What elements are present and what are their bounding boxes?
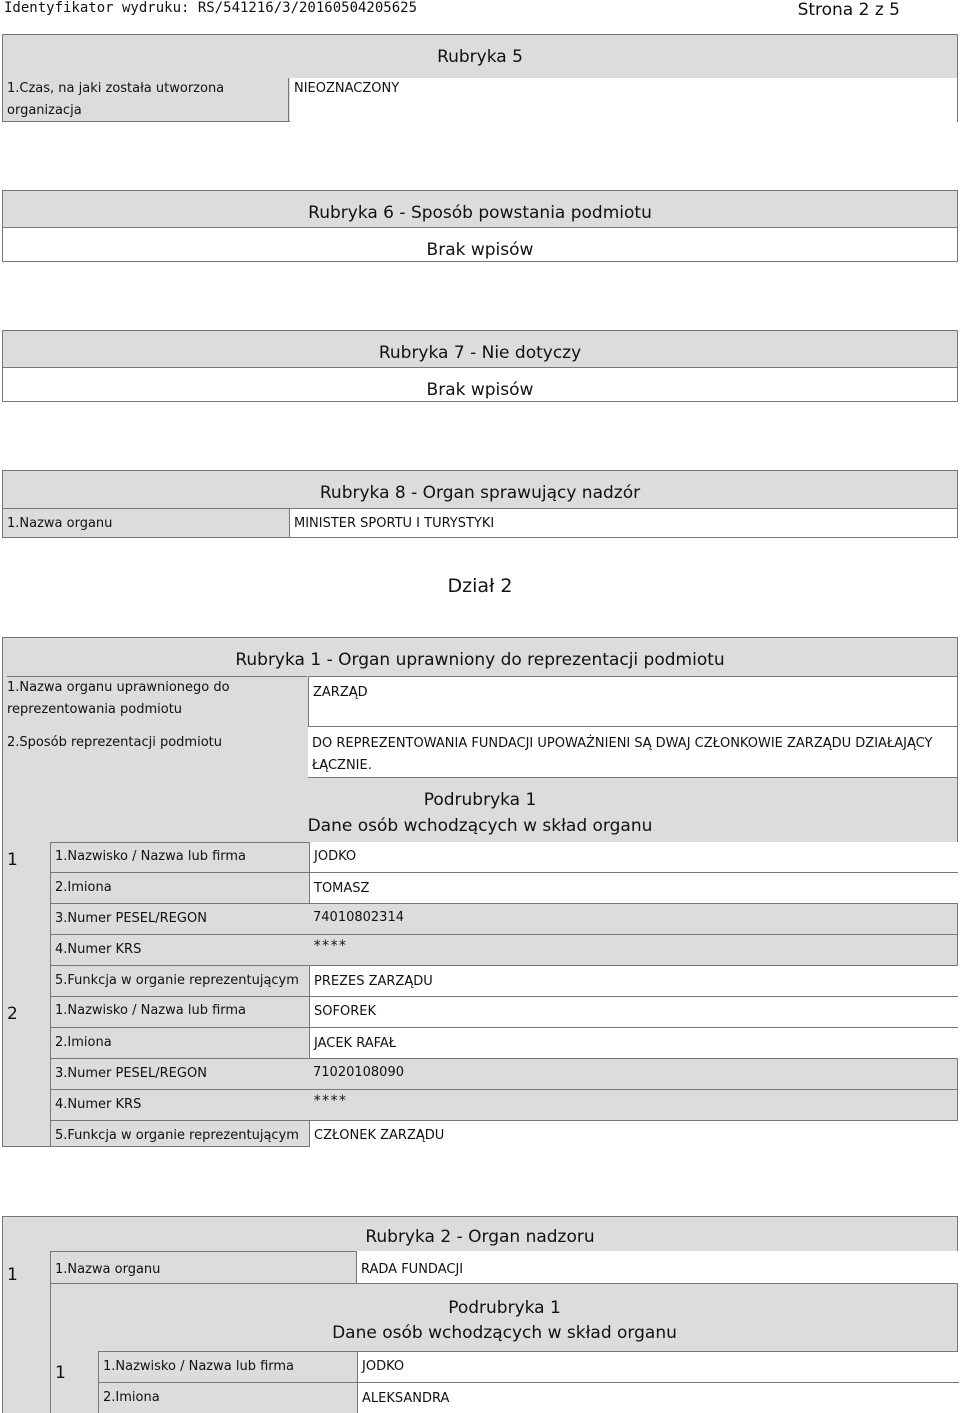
person-1-funkcja-value: PREZES ZARZĄDU	[309, 965, 958, 996]
rubryka-5-box	[2, 34, 958, 122]
person-2-krs-value: ****	[313, 1093, 347, 1109]
nadzor-person-1-nazwisko-label: 1.Nazwisko / Nazwa lub firma	[103, 1359, 295, 1374]
person-1-krs-label: 4.Numer KRS	[51, 934, 958, 965]
person-2-index: 2	[7, 1004, 18, 1024]
nadzor-person-1-nazwisko-value: JODKO	[357, 1352, 959, 1382]
print-identifier: Identyfikator wydruku: RS/541216/3/20160504205625	[4, 0, 418, 16]
rubryka-8-label: 1.Nazwa organu	[3, 508, 290, 537]
person-2-imiona-value: JACEK RAFAŁ	[309, 1027, 958, 1058]
representation-value: DO REPREZENTOWANIA FUNDACJI UPOWAŻNIENI SĄ DWAJ CZŁONKOWIE ZARZĄDU DZIAŁAJĄCY ŁĄCZNIE.	[308, 726, 957, 778]
rubryka-6-empty: Brak wpisów	[3, 227, 957, 261]
page-number: Strona 2 z 5	[797, 0, 900, 20]
organ-nadzoru-label: 1.Nazwa organu	[55, 1262, 161, 1277]
organ-name-value: ZARZĄD	[308, 676, 957, 726]
rubryka-8-value: MINISTER SPORTU I TURYSTYKI	[290, 508, 957, 537]
d2-r1-subrubric-subtitle: Dane osób wchodzących w skład organu	[307, 816, 653, 836]
d2-rubryka-2-box	[2, 1216, 958, 1413]
rubryka-7-empty: Brak wpisów	[3, 367, 957, 401]
representation-label: 2.Sposób reprezentacji podmiotu	[7, 735, 222, 750]
organ-name-label: 1.Nazwa organu uprawnionego do reprezentowania podmiotu	[7, 676, 307, 726]
person-1-funkcja-label: 5.Funkcja w organie reprezentującym	[51, 965, 309, 996]
d2-rubryka-2-title: Rubryka 2 - Organ nadzoru	[365, 1227, 595, 1247]
rubryka-5-value: NIEOZNACZONY	[290, 78, 957, 122]
nadzor-person-1-index: 1	[55, 1363, 66, 1383]
person-1-imiona-value: TOMASZ	[309, 872, 958, 903]
person-2-imiona-label: 2.Imiona	[51, 1027, 309, 1058]
rubryka-5-title: Rubryka 5	[437, 47, 523, 67]
person-2-block	[50, 996, 957, 1146]
person-2-nazwisko-value: SOFOREK	[309, 997, 958, 1027]
person-1-imiona-label: 2.Imiona	[51, 872, 309, 903]
rubryka-7-title: Rubryka 7 - Nie dotyczy	[378, 343, 582, 363]
person-1-pesel-label: 3.Numer PESEL/REGON	[51, 903, 958, 934]
person-1-block	[50, 842, 957, 996]
person-1-index: 1	[7, 850, 18, 870]
rubryka-6-box	[2, 190, 958, 262]
person-2-pesel-label: 3.Numer PESEL/REGON	[51, 1058, 958, 1089]
organ-nadzoru-value: RADA FUNDACJI	[356, 1251, 958, 1283]
d2-r2-subrubric-title: Podrubryka 1	[51, 1283, 958, 1318]
d2-rubryka-1-box	[2, 637, 958, 1147]
nadzor-person-1-block	[98, 1351, 958, 1413]
rubryka-5-label: 1.Czas, na jaki została utworzona organizacja	[7, 78, 289, 122]
person-1-krs-value: ****	[313, 938, 347, 954]
rubryka-7-box	[2, 330, 958, 402]
d2-rubryka-1-title: Rubryka 1 - Organ uprawniony do reprezentacji podmiotu	[235, 650, 725, 670]
person-1-nazwisko-label: 1.Nazwisko / Nazwa lub firma	[55, 849, 247, 864]
organ-nadzoru-index: 1	[7, 1265, 18, 1285]
organ-nadzoru-block	[50, 1251, 957, 1413]
person-1-pesel-value: 74010802314	[313, 910, 404, 925]
d2-r1-subrubric-title: Podrubryka 1	[423, 790, 537, 810]
person-2-krs-label: 4.Numer KRS	[51, 1089, 958, 1120]
person-2-pesel-value: 71020108090	[313, 1065, 404, 1080]
person-2-nazwisko-label: 1.Nazwisko / Nazwa lub firma	[55, 1003, 247, 1018]
rubryka-8-box	[2, 470, 958, 538]
person-2-funkcja-value: CZŁONEK ZARZĄDU	[309, 1120, 958, 1147]
nadzor-person-1-imiona-value: ALEKSANDRA	[357, 1382, 959, 1413]
person-1-nazwisko-value: JODKO	[309, 842, 958, 872]
rubryka-6-title: Rubryka 6 - Sposób powstania podmiotu	[308, 203, 652, 223]
person-2-funkcja-label: 5.Funkcja w organie reprezentującym	[51, 1120, 309, 1147]
dzial-2-title: Dział 2	[447, 575, 513, 597]
nadzor-person-1-imiona-label: 2.Imiona	[99, 1382, 357, 1413]
rubryka-8-title: Rubryka 8 - Organ sprawujący nadzór	[319, 483, 641, 503]
d2-r2-subrubric-subtitle: Dane osób wchodzących w skład organu	[332, 1323, 677, 1343]
